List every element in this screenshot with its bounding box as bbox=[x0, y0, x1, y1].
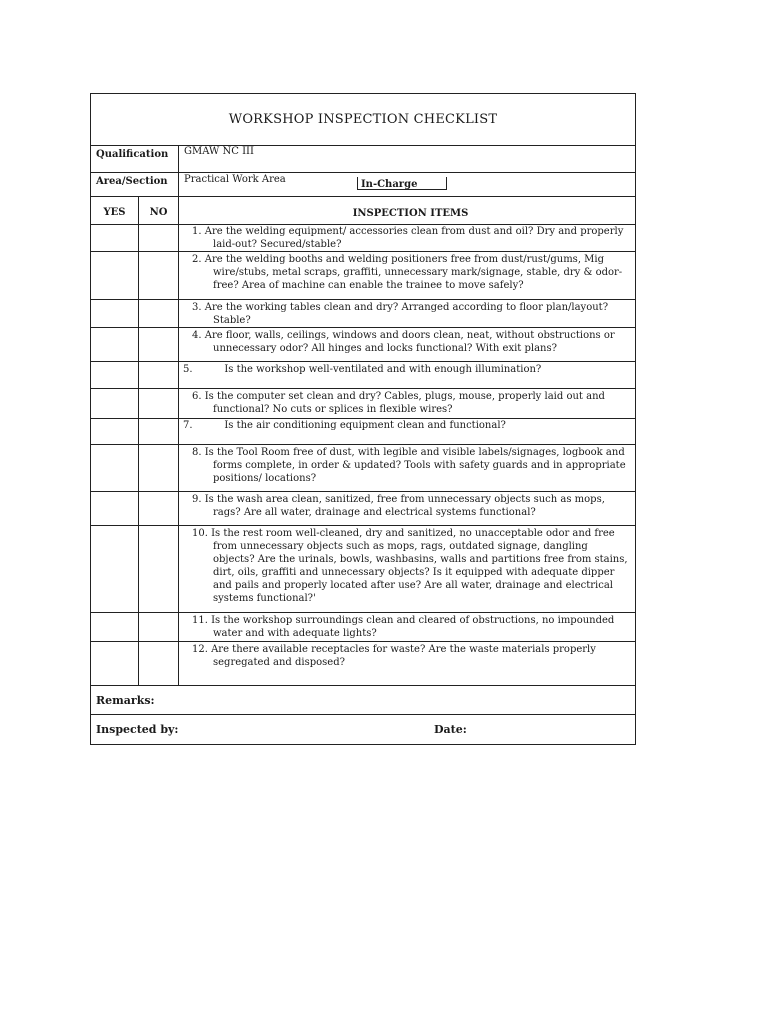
table-row bbox=[91, 419, 635, 445]
yes-checkbox-cell[interactable] bbox=[91, 225, 139, 251]
no-header: NO bbox=[139, 197, 179, 224]
column-header-row bbox=[91, 197, 635, 225]
yes-checkbox-cell[interactable] bbox=[91, 419, 139, 444]
inspection-item: 1. Are the welding equipment/ accessories clean from dust and oil? Dry and properly laid-out? Secured/stable? bbox=[192, 226, 624, 250]
inspection-item: 7. Is the air conditioning equipment clean and functional? bbox=[183, 420, 506, 431]
inspection-item: 2. Are the welding booths and welding positioners free from dust/rust/gums, Mig wire/stubs, metal scraps, graffiti, unnecessary mark/signage, stable, dry & odor-free? Area of machine can enable the trainee to move safely? bbox=[192, 254, 623, 291]
yes-checkbox-cell[interactable] bbox=[91, 613, 139, 641]
inspection-item: 10. Is the rest room well-cleaned, dry and sanitized, no unacceptable odor and free from unnecessary objects such as mops, rags, outdated signage, dangling objects? Are the urinals, bowls, washbasins, walls and partitions free from stains, dirt, oils, graffiti and unnecessary objects? Is it equipped with adequate dipper and pails and properly located after use? Are all water, drainage and electrical systems functional?' bbox=[192, 528, 628, 604]
date-label: Date: bbox=[434, 723, 467, 736]
yes-checkbox-cell[interactable] bbox=[91, 252, 139, 299]
table-row bbox=[91, 300, 635, 328]
table-row bbox=[91, 445, 635, 492]
qualification-value: GMAW NC III bbox=[184, 146, 254, 157]
table-row bbox=[91, 252, 635, 300]
no-checkbox-cell[interactable] bbox=[139, 328, 179, 361]
no-checkbox-cell[interactable] bbox=[139, 252, 179, 299]
inspection-item: 9. Is the wash area clean, sanitized, free from unnecessary objects such as mops, rags? Are all water, drainage and electrical systems functional? bbox=[192, 494, 605, 518]
yes-checkbox-cell[interactable] bbox=[91, 300, 139, 327]
items-header: INSPECTION ITEMS bbox=[352, 208, 469, 219]
inspection-item: 8. Is the Tool Room free of dust, with legible and visible labels/signages, logbook and forms complete, in order & updated? Tools with safety guards and in appropriate positions/ locations? bbox=[192, 447, 626, 484]
area-label: Area/Section bbox=[91, 173, 179, 196]
inspected-by-row[interactable] bbox=[91, 715, 635, 744]
table-row bbox=[91, 328, 635, 362]
table-row bbox=[91, 225, 635, 252]
checklist-form bbox=[90, 93, 636, 745]
no-checkbox-cell[interactable] bbox=[139, 526, 179, 612]
yes-checkbox-cell[interactable] bbox=[91, 445, 139, 491]
table-row bbox=[91, 492, 635, 526]
no-checkbox-cell[interactable] bbox=[139, 642, 179, 685]
inspected-by-label: Inspected by: bbox=[96, 723, 179, 736]
table-row bbox=[91, 526, 635, 613]
no-checkbox-cell[interactable] bbox=[139, 362, 179, 388]
area-value: Practical Work Area bbox=[184, 174, 286, 185]
inspection-item: 11. Is the workshop surroundings clean and cleared of obstructions, no impounded water and with adequate lights? bbox=[192, 615, 615, 639]
table-row bbox=[91, 362, 635, 389]
yes-checkbox-cell[interactable] bbox=[91, 642, 139, 685]
no-checkbox-cell[interactable] bbox=[139, 389, 179, 418]
table-row bbox=[91, 642, 635, 686]
no-checkbox-cell[interactable] bbox=[139, 419, 179, 444]
table-row bbox=[91, 389, 635, 419]
qualification-row bbox=[91, 146, 635, 173]
inspection-item: 3. Are the working tables clean and dry? Arranged according to floor plan/layout? Stable? bbox=[192, 302, 609, 326]
table-row bbox=[91, 613, 635, 642]
remarks-row[interactable] bbox=[91, 686, 635, 715]
remarks-label: Remarks: bbox=[96, 693, 155, 707]
yes-checkbox-cell[interactable] bbox=[91, 492, 139, 525]
area-value-cell bbox=[179, 173, 635, 196]
yes-checkbox-cell[interactable] bbox=[91, 389, 139, 418]
inspection-item: 6. Is the computer set clean and dry? Cables, plugs, mouse, properly laid out and functional? No cuts or splices in flexible wires? bbox=[192, 391, 605, 415]
no-checkbox-cell[interactable] bbox=[139, 445, 179, 491]
incharge-label: In-Charge bbox=[357, 177, 447, 190]
inspection-item: 12. Are there available receptacles for waste? Are the waste materials properly segregated and disposed? bbox=[192, 644, 596, 668]
no-checkbox-cell[interactable] bbox=[139, 492, 179, 525]
yes-checkbox-cell[interactable] bbox=[91, 526, 139, 612]
form-title: WORKSHOP INSPECTION CHECKLIST bbox=[91, 94, 635, 146]
inspection-item: 4. Are floor, walls, ceilings, windows and doors clean, neat, without obstructions or unnecessary odor? All hinges and locks functional? With exit plans? bbox=[192, 330, 615, 354]
no-checkbox-cell[interactable] bbox=[139, 225, 179, 251]
inspection-item: 5. Is the workshop well-ventilated and with enough illumination? bbox=[183, 364, 542, 375]
yes-checkbox-cell[interactable] bbox=[91, 328, 139, 361]
qualification-label: Qualification bbox=[91, 146, 179, 172]
yes-header: YES bbox=[91, 197, 139, 224]
no-checkbox-cell[interactable] bbox=[139, 613, 179, 641]
yes-checkbox-cell[interactable] bbox=[91, 362, 139, 388]
no-checkbox-cell[interactable] bbox=[139, 300, 179, 327]
area-row bbox=[91, 173, 635, 197]
